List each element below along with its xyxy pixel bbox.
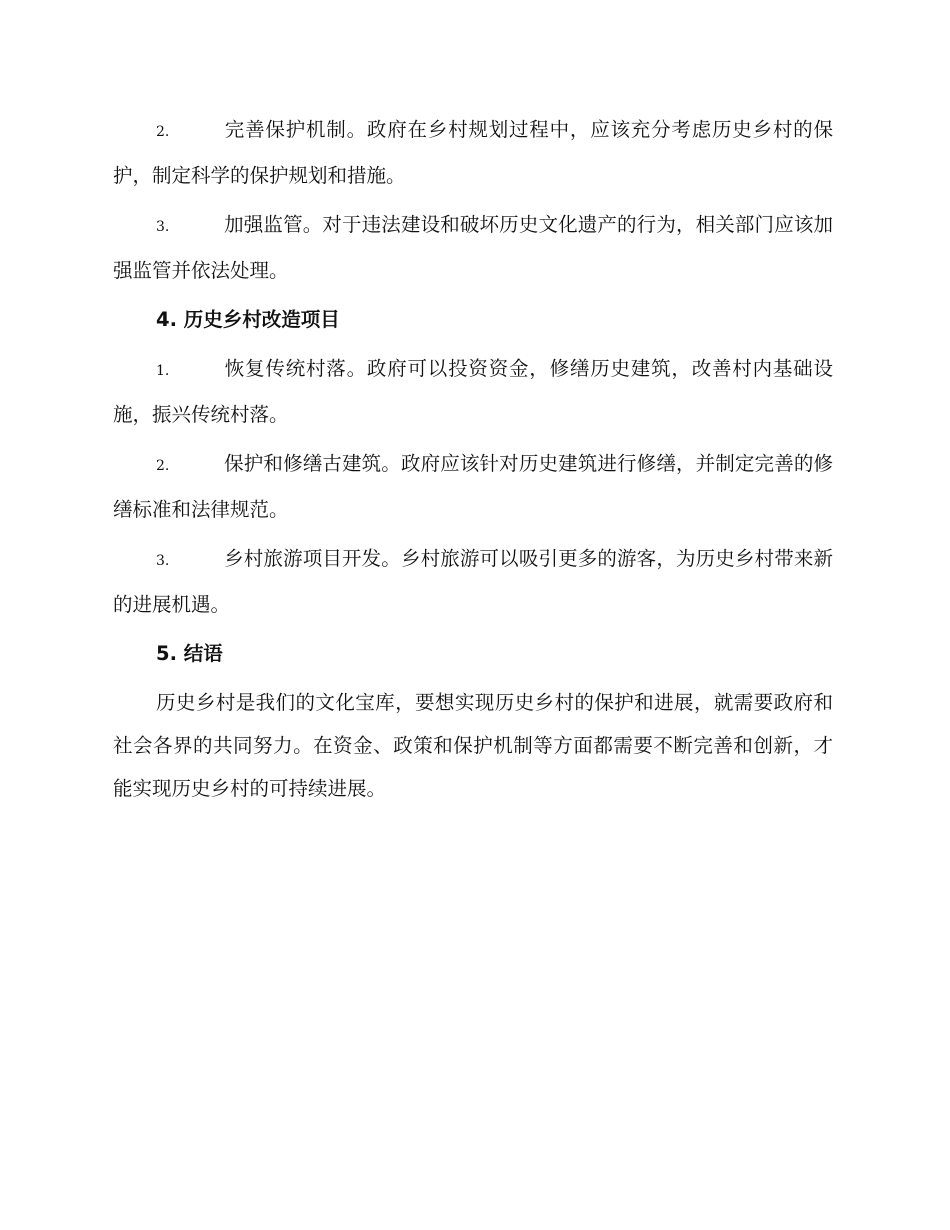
section-heading-5: 5. 结语 [156,642,223,665]
section-heading-4: 4. 历史乡村改造项目 [156,308,340,331]
list-item [113,347,833,436]
list-item [113,442,833,531]
list-number: 3. [156,553,170,569]
list-item [113,108,833,197]
conclusion-paragraph: 历史乡村是我们的文化宝库，要想实现历史乡村的保护和进展，就需要政府和社会各界的共同努力。在资金、政策和保护机制等方面都需要不断完善和创新，才能实现历史乡村的可持续进展。 [113,691,833,800]
list-number: 2. [156,458,170,474]
list-text: 加强监管。对于违法建设和破坏历史文化遗产的行为，相关部门应该加强监管并依法处理。 [113,213,833,282]
list-number: 2. [156,124,170,140]
list-item [113,203,833,292]
list-number: 1. [156,363,170,379]
list-number: 3. [156,219,170,235]
list-text: 保护和修缮古建筑。政府应该针对历史建筑进行修缮，并制定完善的修缮标准和法律规范。 [113,452,833,521]
list-text: 恢复传统村落。政府可以投资资金，修缮历史建筑，改善村内基础设施，振兴传统村落。 [113,357,833,426]
list-item [113,537,833,626]
list-text: 完善保护机制。政府在乡村规划过程中，应该充分考虑历史乡村的保护，制定科学的保护规划和措施。 [113,118,833,187]
document-body [113,108,833,810]
list-text: 乡村旅游项目开发。乡村旅游可以吸引更多的游客，为历史乡村带来新的进展机遇。 [113,547,833,616]
